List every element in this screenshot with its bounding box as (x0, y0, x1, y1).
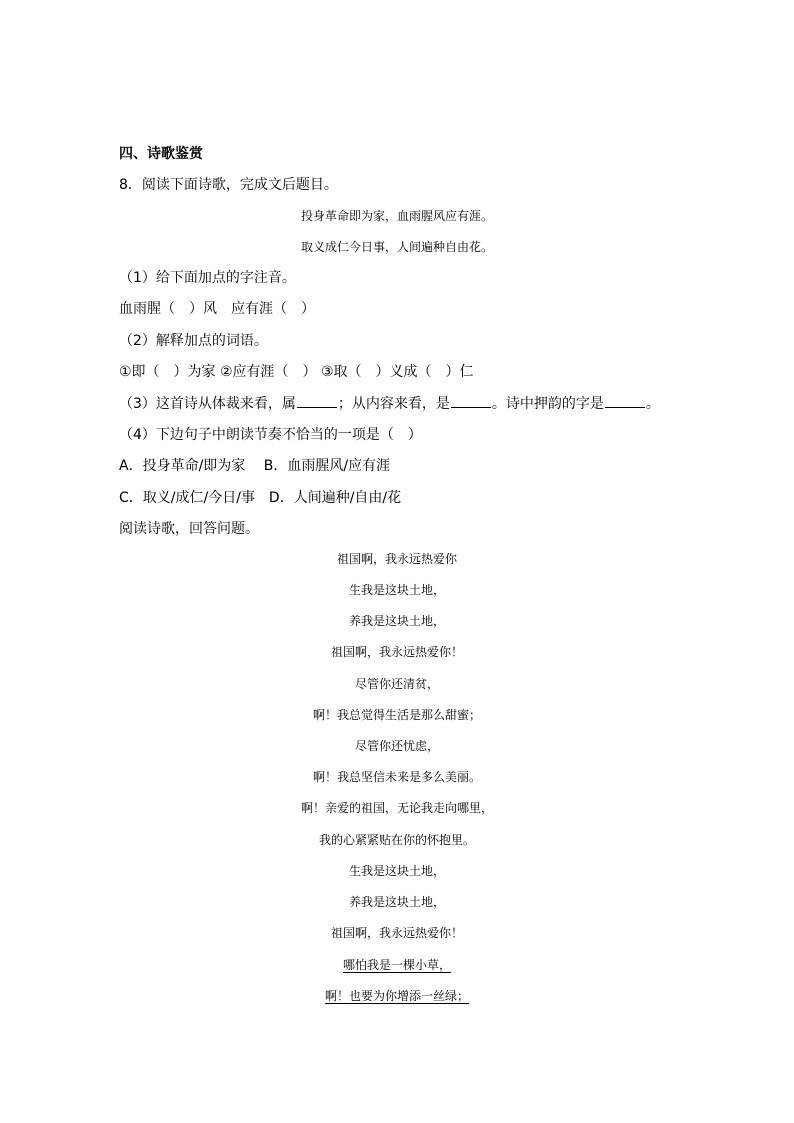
poem-2-line: 祖国啊，我永远热爱你 (336, 552, 457, 566)
section-title: 四、诗歌鉴赏 (119, 146, 203, 162)
question-8-part-3-text-d: 。 (645, 396, 660, 412)
question-8-part-3 (119, 395, 660, 413)
poem-2-line: 生我是这块土地， (348, 864, 445, 878)
question-8-part-3-text-c: 。诗中押韵的字是 (491, 396, 604, 412)
poem-2-line: 尽管你还清贫， (354, 677, 439, 691)
poem-2-line: 啊！我总坚信未来是多么美丽。 (312, 770, 481, 784)
question-8-prompt: 8．阅读下面诗歌，完成文后题目。 (119, 177, 338, 193)
question-8-options-row-1: A．投身革命/即为家 B．血雨腥风/应有涯 (119, 458, 391, 474)
poem-1-line-2: 取义成仁今日事，人间遍种自由花。 (300, 240, 493, 254)
answer-blank[interactable] (605, 395, 645, 408)
question-8-part-3-text-a: （3）这首诗从体裁来看，属 (119, 396, 296, 412)
poem-2-line: 啊！亲爱的祖国，无论我走向哪里， (300, 801, 493, 815)
poem-1-line-1: 投身革命即为家，血雨腥风应有涯。 (300, 209, 493, 223)
question-9-prompt: 阅读诗歌，回答问题。 (119, 521, 259, 537)
question-8-part-2: （2）解释加点的词语。 (119, 333, 268, 349)
poem-2-line: 啊！我总觉得生活是那么甜蜜； (312, 708, 481, 722)
poem-2-line: 祖国啊，我永远热爱你！ (330, 645, 463, 659)
question-8-part-4: （4）下边句子中朗读节奏不恰当的一项是（ ） (119, 427, 422, 443)
question-8-part-1: （1）给下面加点的字注音。 (119, 270, 296, 286)
underlined-text: 啊！也要为你增添一丝绿； (324, 989, 469, 1003)
question-8-part-2-items: ①即（ ）为家 ②应有涯（ ） ③取（ ）义成（ ）仁 (119, 364, 474, 380)
poem-2-line: 生我是这块土地， (348, 583, 445, 597)
question-8-part-1-items: 血雨腥（ ）风 应有涯（ ） (119, 301, 315, 317)
poem-2-line: 祖国啊，我永远热爱你！ (330, 926, 463, 940)
answer-blank[interactable] (297, 395, 337, 408)
poem-2-line: 尽管你还忧虑， (354, 739, 439, 753)
poem-2-line-underlined (0, 957, 794, 973)
poem-2-line: 养我是这块土地， (348, 895, 445, 909)
question-8-options-row-2: C．取义/成仁/今日/事 D．人间遍种/自由/花 (119, 490, 402, 506)
poem-2-line: 我的心紧紧贴在你的怀抱里。 (318, 833, 475, 847)
poem-2-line-underlined (0, 988, 794, 1004)
question-8-part-3-text-b: ；从内容来看，是 (337, 396, 450, 412)
underlined-text: 哪怕我是一棵小草， (342, 958, 451, 972)
poem-2-line: 养我是这块土地， (348, 614, 445, 628)
answer-blank[interactable] (451, 395, 491, 408)
